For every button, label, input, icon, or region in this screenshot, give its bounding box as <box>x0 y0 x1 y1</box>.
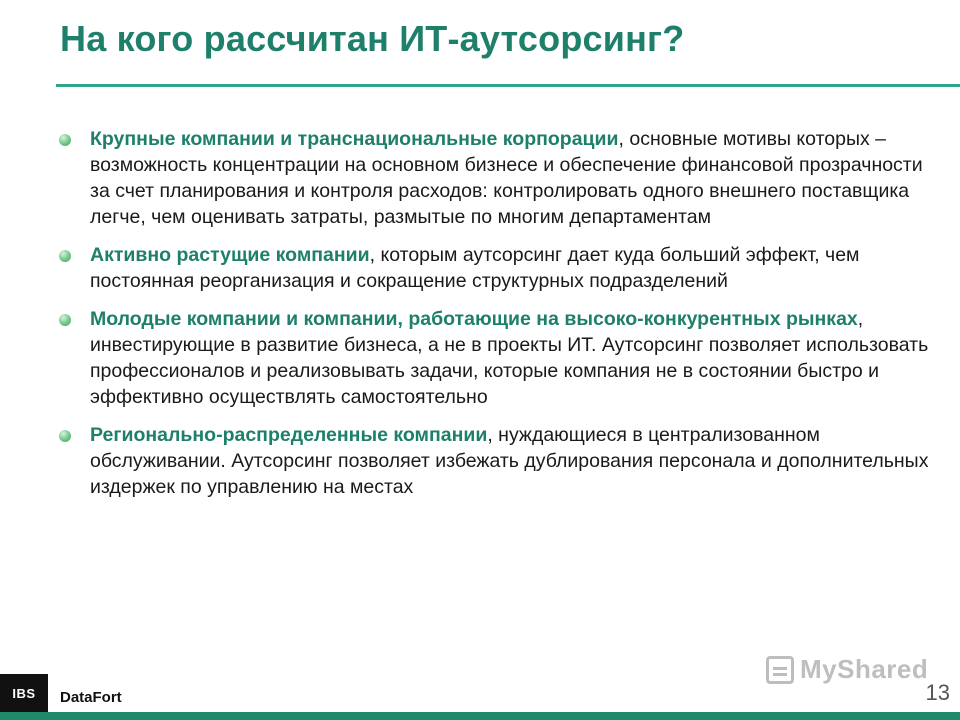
bullet-text: , основные мотивы которых – возможность концентрации на основном бизнесе и обеспечение финансовой прозрачности за счет планирования и контроля расходов: контролировать одного внешнего поставщика легче, чем оценивать затраты, размытые по многим департаментам <box>90 128 923 228</box>
footer-bar <box>0 712 960 720</box>
bullet-item <box>56 242 936 294</box>
bullet-text: , нуждающиеся в централизованном обслуживании. Аутсорсинг позволяет избежать дублирования персонала и дополнительных издержек по управлению на местах <box>90 424 929 498</box>
bullet-item <box>56 306 936 410</box>
bullet-text: , инвестирующие в развитие бизнеса, а не в проекты ИТ. Аутсорсинг позволяет использовать профессионалов и реализовывать задачи, которые компания не в состоянии быстро и эффективно осуществлять самостоятельно <box>90 308 929 408</box>
page-number: 13 <box>925 680 950 705</box>
bullet-dot-icon <box>59 314 71 326</box>
slide-title: На кого рассчитан ИТ-аутсорсинг? <box>60 18 685 59</box>
bullet-lead: Активно растущие компании <box>90 244 370 266</box>
bullet-dot-icon <box>59 134 71 146</box>
ibs-logo: IBS <box>0 674 48 712</box>
bullet-item <box>56 126 936 230</box>
bullet-text: , которым аутсорсинг дает куда больший эффект, чем постоянная реорганизация и сокращение структурных подразделений <box>90 244 860 292</box>
watermark-text: MyShared <box>800 654 929 684</box>
bullet-list <box>56 126 936 512</box>
bullet-item <box>56 422 936 500</box>
bullet-dot-icon <box>59 250 71 262</box>
bullet-lead: Молодые компании и компании, работающие на высоко-конкурентных рынках <box>90 308 858 330</box>
title-divider <box>56 84 960 87</box>
datafort-logo: DataFort <box>60 689 122 706</box>
bullet-lead: Регионально-распределенные компании <box>90 424 488 446</box>
bullet-dot-icon <box>59 430 71 442</box>
footer <box>0 680 960 720</box>
bullet-lead: Крупные компании и транснациональные корпорации <box>90 128 619 150</box>
